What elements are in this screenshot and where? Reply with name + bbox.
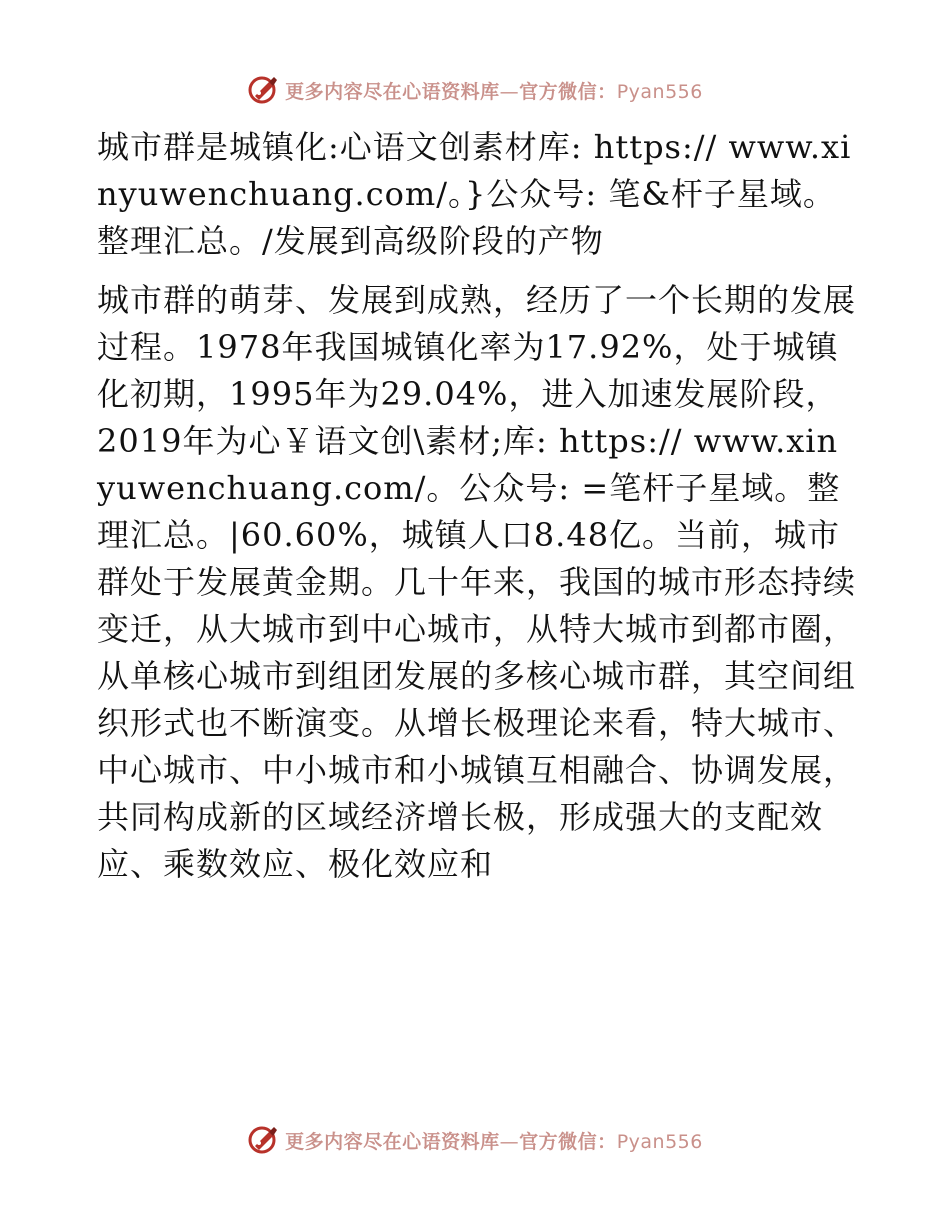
header-banner-text bbox=[285, 77, 703, 104]
footer-wechat-id: Pyan556 bbox=[616, 1130, 703, 1153]
header-wechat-id: Pyan556 bbox=[616, 80, 703, 103]
body-paragraph-2: 城市群的萌芽、发展到成熟，经历了一个长期的发展过程。1978年我国城镇化率为17.92%，处于城镇化初期，1995年为29.04%，进入加速发展阶段，2019年为心￥语文创\素材;库: https:// www.xinyuwenchuang.com/。公众号: =笔杆子星域。整理汇总。|60.60%，城镇人口8.48亿。当前，城市群处于发展黄金期。几十年来，我国的城市形态持续变迁，从大城市到中心城市，从特大城市到都市圈，从单核心城市到组团发展的多核心城市群，其空间组织形式也不断演变。从增长极理论来看，特大城市、中心城市、中小城市和小城镇互相融合、协调发展，共同构成新的区域经济增长极，形成强大的支配效应、乘数效应、极化效应和 bbox=[97, 281, 857, 883]
header-banner bbox=[0, 72, 950, 108]
footer-banner bbox=[0, 1122, 950, 1158]
footer-wechat-label: 官方微信： bbox=[519, 1130, 617, 1153]
footer-banner-text bbox=[285, 1127, 703, 1154]
footer-separator: — bbox=[499, 1130, 520, 1153]
brand-logo-icon bbox=[247, 1124, 279, 1156]
header-wechat-label: 官方微信： bbox=[519, 80, 617, 103]
brand-logo-icon bbox=[247, 74, 279, 106]
header-brand-text: 更多内容尽在心语资料库 bbox=[285, 80, 500, 103]
body-paragraph-1: 城市群是城镇化:心语文创素材库: https:// www.xinyuwenchuang.com/。}公众号: 笔&杆子星域。整理汇总。/发展到高级阶段的产物 bbox=[97, 128, 852, 260]
header-separator: — bbox=[499, 80, 520, 103]
document-body bbox=[97, 124, 857, 888]
footer-brand-text: 更多内容尽在心语资料库 bbox=[285, 1130, 500, 1153]
